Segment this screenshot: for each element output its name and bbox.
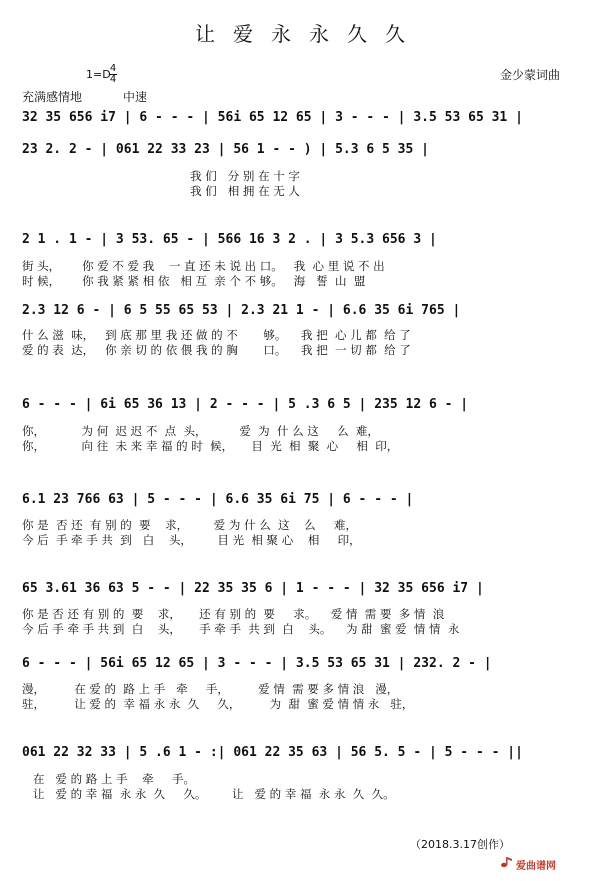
lyric-line-7b: 今 后 手 牵 手 共 到 白 头， 手 牵 手 共 到 白 头。 为 甜 蜜 爱 情 情 永: [22, 622, 460, 636]
tempo-marking: 中速: [123, 90, 148, 104]
notation-line-1: 32 35 656 i7 | 6 - - - | 56i 65 12 65 | 3 - - - | 3.5 53 65 31 |: [22, 110, 523, 125]
notation-line-3: 2 1 . 1 - | 3 53. 65 - | 566 16 3 2 . | 3 5.3 656 3 |: [22, 232, 437, 247]
time-signature-bottom: 4: [109, 74, 117, 85]
lyric-line-9a: 在 爱 的 路 上 手 牵 手。: [22, 772, 195, 786]
lyric-line-8a: 漫， 在 爱 的 路 上 手 牵 手， 爱 情 需 要 多 情 浪 漫，: [22, 682, 399, 696]
expression-marking: 充满感情地: [22, 90, 83, 104]
lyric-line-4b: 爱 的 表 达， 你 亲 切 的 依 偎 我 的 胸 口。 我 把 一 切 都 给 了: [22, 343, 411, 357]
key-signature: 1=D: [86, 68, 111, 81]
lyric-line-7a: 你 是 否 还 有 别 的 要 求， 还 有 别 的 要 求。 爱 情 需 要 多 情 浪: [22, 607, 445, 621]
lyric-line-2a: 我 们 分 别 在 十 字: [22, 169, 300, 183]
lyric-line-6a: 你 是 否 还 有 别 的 要 求， 爱 为 什 么 这 么 难，: [22, 518, 357, 532]
composer-credit: 金少蒙词曲: [500, 68, 561, 82]
time-signature: [109, 64, 117, 85]
lyric-line-2b: 我 们 相 拥 在 无 人: [22, 184, 300, 198]
notation-line-6: 6.1 23 766 63 | 5 - - - | 6.6 35 6i 75 | 6 - - - |: [22, 492, 414, 507]
lyric-line-5a: 你， 为 何 迟 迟 不 点 头， 爱 为 什 么 这 么 难，: [22, 424, 379, 438]
lyric-line-3a: 街 头， 你 爱 不 爱 我 一 直 还 未 说 出 口。 我 心 里 说 不 出: [22, 259, 385, 273]
lyric-line-9b: 让 爱 的 幸 福 永 永 久 久。 让 爱 的 幸 福 永 永 久 久。: [22, 787, 395, 801]
site-watermark[interactable]: 爱曲谱网: [516, 861, 556, 872]
notation-line-8: 6 - - - | 56i 65 12 65 | 3 - - - | 3.5 53 65 31 | 232. 2 - |: [22, 656, 492, 671]
time-signature-top: 4: [109, 63, 117, 74]
notation-line-9: 061 22 32 33 | 5 .6 1 - :| 061 22 35 63 | 56 5. 5 - | 5 - - - ||: [22, 745, 523, 760]
creation-date: （2018.3.17创作）: [410, 838, 510, 851]
song-title: 让爱永永久久: [195, 22, 423, 46]
lyric-line-4a: 什 么 滋 味， 到 底 那 里 我 还 做 的 不 够。 我 把 心 儿 都 给 了: [22, 328, 411, 342]
lyric-line-5b: 你， 向 往 未 来 幸 福 的 时 候， 目 光 相 聚 心 相 印，: [22, 439, 399, 453]
lyric-line-3b: 时 候， 你 我 紧 紧 相 依 相 互 亲 个 不 够。 海 誓 山 盟: [22, 274, 366, 288]
notation-line-4: 2.3 12 6 - | 6 5 55 65 53 | 2.3 21 1 - | 6.6 35 6i 765 |: [22, 303, 461, 318]
lyric-line-6b: 今 后 手 牵 手 共 到 白 头， 目 光 相 聚 心 相 印，: [22, 533, 361, 547]
notation-line-7: 65 3.61 36 63 5 - - | 22 35 35 6 | 1 - - - | 32 35 656 i7 |: [22, 581, 484, 596]
music-note-icon: [500, 856, 514, 868]
notation-line-5: 6 - - - | 6i 65 36 13 | 2 - - - | 5 .3 6 5 | 235 12 6 - |: [22, 397, 469, 412]
lyric-line-8b: 驻， 让 爱 的 幸 福 永 永 久 久， 为 甜 蜜 爱 情 情 永 驻，: [22, 697, 414, 711]
notation-line-2: 23 2. 2 - | 061 22 33 23 | 56 1 - - ) | 5.3 6 5 35 |: [22, 142, 429, 157]
